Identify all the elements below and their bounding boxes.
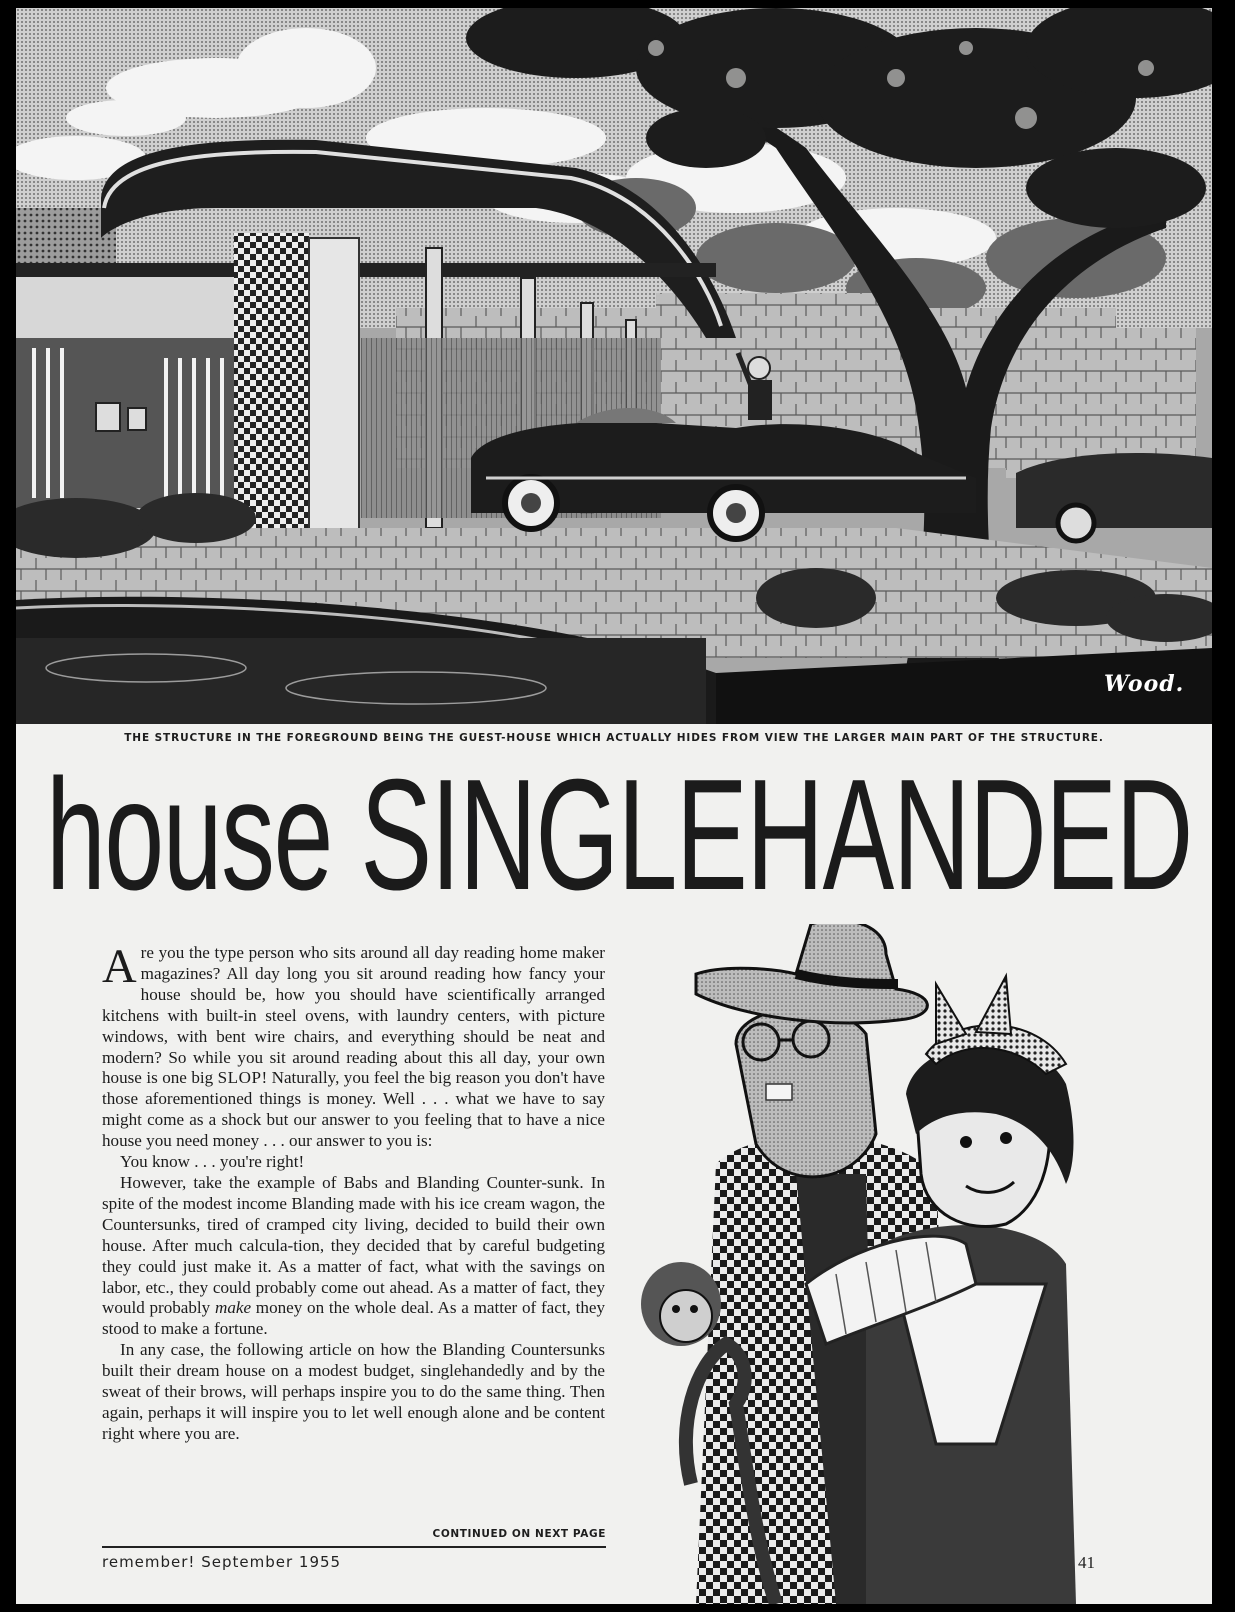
paragraph-2: You know . . . you're right! (120, 1152, 305, 1172)
illustration-caption: THE STRUCTURE IN THE FOREGROUND BEING THE GUEST-HOUSE WHICH ACTUALLY HIDES FROM VIEW THE LARGER MAIN PART OF THE STRUCTURE. (124, 732, 1104, 744)
house-illustration (16, 8, 1212, 724)
paragraph-3-text-a: However, take the example of Babs and Blanding Counter-sunk. In spite of the modest income Blanding made with his ice cream wagon, the Countersunks, tired of cramped city living, decided to build their own house. After much calcula-tion, they decided that by careful budgeting they could just make it. As a matter of fact, what with the savings on labor, etc., they could probably come out ahead. As a matter of fact, they would probably (102, 1172, 605, 1318)
issue-footer: remember! September 1955 (102, 1553, 342, 1571)
page-number: 41 (1078, 1553, 1095, 1572)
paragraph-1-text-b: ! Naturally, you feel the big reason you don't have those aforementioned things is money. Well . . . what we have to say might come as a shock but our answer to you feeling that to have a nice house you need money . . . our answer to you is: (102, 1068, 605, 1151)
emphasis-make: make (214, 1298, 252, 1318)
headline-word-house: house (46, 747, 332, 923)
couple-illustration-graphic (636, 924, 1106, 1604)
magazine-page (16, 8, 1212, 1604)
drop-cap: A (102, 940, 137, 993)
house-scene-graphic (16, 8, 1212, 724)
paragraph-1-text-a: re you the type person who sits around all day reading home maker magazines? All day long you sit around reading how fancy your house should be, how you should have scientifically arranged kitchens with built-in steel ovens, with laundry centers, with picture windows, with bent wire chairs, and everything should be neat and modern? So while you sit around reading about this all day, your own house is one big (102, 943, 605, 1088)
paragraph-1 (102, 940, 605, 1152)
paragraph-3-text-b: money on the whole deal. As a matter of fact, they stood to make a fortune. (102, 1298, 605, 1339)
characters-illustration (636, 924, 1106, 1604)
footer-rule (102, 1546, 606, 1548)
paragraph-3 (102, 1173, 605, 1340)
slop-word: SLOP (217, 1068, 262, 1088)
article-body (102, 940, 605, 1445)
article-headline (46, 747, 1196, 925)
headline-word-singlehanded: SINGLEHANDED (360, 747, 1192, 923)
artist-signature: Wood. (1104, 671, 1185, 697)
paragraph-4: In any case, the following article on how the Blanding Countersunks built their dream house on a modest budget, singlehandedly and by the sweat of their brows, will perhaps inspire you to do the same thing. Then again, perhaps it will inspire you to let well enough alone and be content right where you are. (102, 1340, 605, 1443)
continued-notice: CONTINUED ON NEXT PAGE (432, 1528, 606, 1540)
